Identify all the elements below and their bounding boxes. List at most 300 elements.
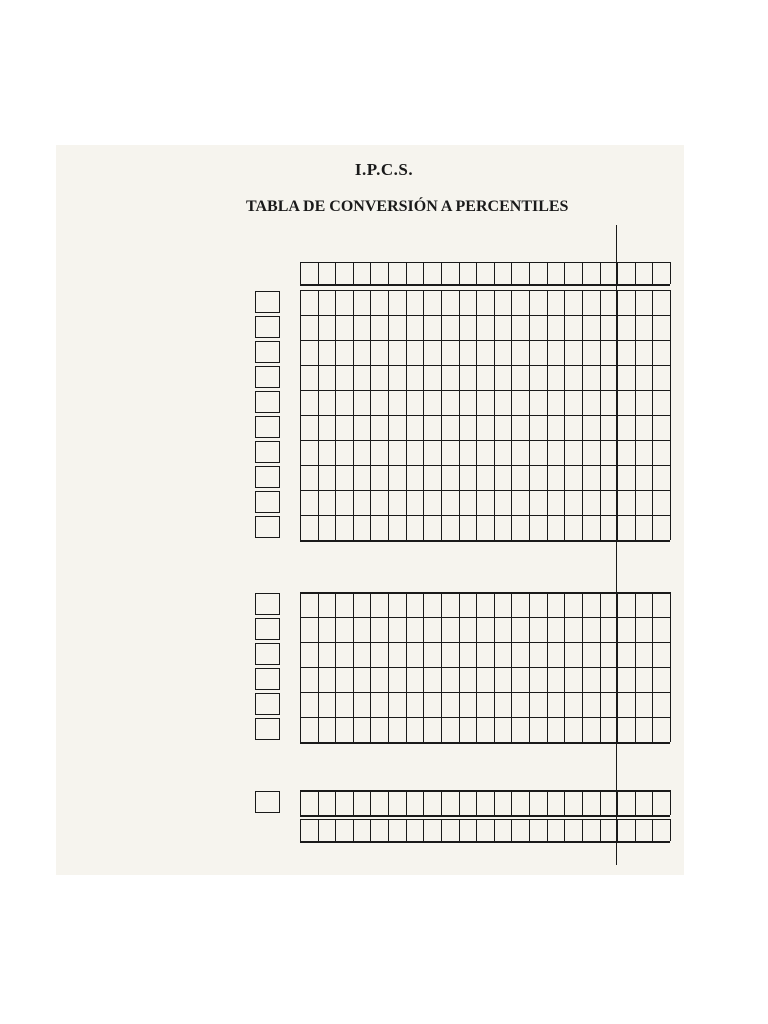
factor-row-divider [670,440,671,465]
factor-row-divider [370,617,371,642]
total-row-divider [370,592,371,617]
factor-row-divider [441,440,442,465]
factor-row-divider [617,390,618,415]
factor-row-divider [511,617,512,642]
factor-row-divider [635,315,636,340]
factor-row-divider [406,440,407,465]
factor-row-divider [300,315,301,340]
total-row-divider [441,290,442,315]
factor-row-divider [406,692,407,717]
factor-row-divider [670,515,671,540]
factor-row-divider [370,515,371,540]
factor-row-divider [564,667,565,692]
factor-row-divider [318,515,319,540]
factor-row-divider [635,340,636,365]
total-row-top [300,592,670,594]
factor-row-divider [459,692,460,717]
factor-row-divider [300,440,301,465]
factor-row-divider [423,490,424,515]
factor-row-divider [617,440,618,465]
factor-row-divider [600,440,601,465]
section-bottom-line [300,815,670,817]
factor-row-divider [423,667,424,692]
bottom-header-divider [388,819,389,841]
factor-row-divider [652,340,653,365]
factor-row-divider [441,390,442,415]
factor-row-divider [441,642,442,667]
factor-row-divider [529,642,530,667]
factor-row-divider [441,667,442,692]
total-row-divider [300,592,301,617]
raw-score-input[interactable] [255,366,280,388]
factor-row-top [300,440,670,441]
total-row-divider [300,790,301,815]
total-row-divider [600,790,601,815]
factor-row-divider [529,617,530,642]
factor-row-divider [370,717,371,742]
total-row-divider [494,790,495,815]
factor-row-divider [406,617,407,642]
factor-row-divider [494,390,495,415]
factor-row-divider [652,365,653,390]
factor-row-divider [511,415,512,440]
factor-row-divider [423,642,424,667]
factor-row-divider [459,465,460,490]
factor-row-divider [441,515,442,540]
total-row-divider [617,290,618,315]
factor-row-divider [547,642,548,667]
factor-row-divider [582,415,583,440]
factor-row-divider [617,415,618,440]
factor-row-divider [547,440,548,465]
top-header-bottom [300,284,670,286]
bottom-header-divider [370,819,371,841]
total-row-divider [300,290,301,315]
factor-row-divider [564,440,565,465]
factor-row-divider [370,667,371,692]
total-row-divider [494,592,495,617]
factor-row-divider [441,465,442,490]
factor-row-divider [388,440,389,465]
factor-row-divider [353,717,354,742]
factor-row-divider [459,415,460,440]
top-header-divider [300,262,301,284]
factor-row-divider [600,340,601,365]
factor-row-divider [529,717,530,742]
factor-row-divider [652,415,653,440]
total-row-divider [547,290,548,315]
raw-score-input[interactable] [255,491,280,513]
bottom-header-divider [476,819,477,841]
factor-row-top [300,617,670,618]
factor-row-divider [353,365,354,390]
factor-row-divider [459,667,460,692]
bottom-header-divider [300,819,301,841]
top-header-divider [494,262,495,284]
bottom-header-divider [318,819,319,841]
factor-row-divider [459,365,460,390]
factor-row-divider [652,465,653,490]
factor-row-divider [529,440,530,465]
factor-row-divider [353,340,354,365]
factor-row-divider [335,490,336,515]
factor-row-divider [476,365,477,390]
factor-row-divider [670,642,671,667]
factor-row-divider [423,315,424,340]
factor-row-divider [370,340,371,365]
factor-row-divider [582,642,583,667]
factor-row-divider [335,365,336,390]
top-header-divider [441,262,442,284]
factor-row-divider [406,642,407,667]
raw-score-input[interactable] [255,618,280,640]
factor-row-divider [494,490,495,515]
factor-row-divider [600,667,601,692]
factor-row-divider [511,465,512,490]
factor-row-divider [529,667,530,692]
factor-row-divider [635,440,636,465]
factor-row-divider [353,315,354,340]
factor-row-divider [335,692,336,717]
total-row-divider [511,290,512,315]
factor-row-divider [335,515,336,540]
factor-row-divider [635,465,636,490]
total-row-divider [388,290,389,315]
bottom-header-divider [441,819,442,841]
factor-row-divider [476,490,477,515]
factor-row-divider [635,415,636,440]
total-row-divider [370,790,371,815]
factor-row-divider [582,465,583,490]
factor-row-divider [564,617,565,642]
factor-row-divider [476,390,477,415]
factor-row-divider [318,717,319,742]
factor-row-divider [529,415,530,440]
factor-row-divider [547,365,548,390]
factor-row-divider [652,717,653,742]
bottom-header-divider [511,819,512,841]
total-row-divider [476,592,477,617]
factor-row-divider [617,617,618,642]
factor-row-divider [476,465,477,490]
total-row-divider [670,290,671,315]
factor-row-divider [388,390,389,415]
factor-row-divider [318,642,319,667]
total-row-divider [441,790,442,815]
top-header-divider [582,262,583,284]
factor-row-divider [564,515,565,540]
factor-row-divider [635,515,636,540]
factor-row-divider [476,315,477,340]
factor-row-divider [423,465,424,490]
total-row-divider [670,592,671,617]
factor-row-divider [670,365,671,390]
section-bottom-line [300,540,670,542]
total-row-divider [423,592,424,617]
total-row-divider [564,592,565,617]
factor-row-divider [353,490,354,515]
factor-row-divider [582,440,583,465]
raw-score-input[interactable] [255,341,280,363]
factor-row-divider [511,667,512,692]
factor-row-divider [564,717,565,742]
factor-row-divider [582,692,583,717]
factor-row-divider [476,692,477,717]
factor-row-divider [600,390,601,415]
factor-row-divider [547,490,548,515]
factor-row-divider [406,340,407,365]
factor-row-divider [441,617,442,642]
factor-row-divider [670,415,671,440]
factor-row-divider [494,617,495,642]
page-title: I.P.C.S. [354,160,414,179]
total-row-divider [635,290,636,315]
total-row-divider [652,290,653,315]
raw-score-input[interactable] [255,643,280,665]
top-header-top [300,262,670,263]
factor-row-divider [423,340,424,365]
bottom-header-divider [635,819,636,841]
factor-row-divider [529,315,530,340]
total-row-divider [353,290,354,315]
factor-row-divider [318,340,319,365]
factor-row-divider [582,617,583,642]
bottom-header-divider [335,819,336,841]
bottom-header-divider [423,819,424,841]
factor-row-top [300,315,670,316]
factor-row-divider [670,340,671,365]
factor-row-divider [300,390,301,415]
factor-row-divider [318,692,319,717]
total-row-divider [582,592,583,617]
factor-row-divider [370,365,371,390]
total-row-divider [353,790,354,815]
factor-row-divider [529,465,530,490]
factor-row-divider [300,642,301,667]
total-row-divider [494,290,495,315]
top-header-divider [318,262,319,284]
factor-row-divider [353,390,354,415]
bottom-header-top [300,819,670,820]
top-header-divider [406,262,407,284]
factor-row-top [300,642,670,643]
raw-score-input[interactable] [255,466,280,488]
factor-row-divider [318,390,319,415]
factor-row-divider [423,692,424,717]
raw-score-input[interactable] [255,416,280,438]
top-header-divider [547,262,548,284]
factor-row-divider [494,667,495,692]
top-header-divider [476,262,477,284]
factor-row-divider [388,692,389,717]
factor-row-divider [494,717,495,742]
factor-row-divider [564,365,565,390]
factor-row-divider [406,465,407,490]
factor-row-divider [600,490,601,515]
factor-row-divider [511,365,512,390]
factor-row-divider [388,617,389,642]
factor-row-divider [423,440,424,465]
bottom-header-divider [353,819,354,841]
factor-row-divider [511,315,512,340]
factor-row-top [300,415,670,416]
raw-score-input[interactable] [255,593,280,615]
factor-row-divider [353,465,354,490]
factor-row-divider [459,315,460,340]
factor-row-divider [617,340,618,365]
raw-score-input[interactable] [255,668,280,690]
factor-row-divider [335,440,336,465]
bottom-header-divider [547,819,548,841]
factor-row-divider [335,667,336,692]
factor-row-divider [300,667,301,692]
total-row-divider [459,290,460,315]
total-row-divider [406,592,407,617]
total-row-divider [423,790,424,815]
factor-row-divider [670,617,671,642]
factor-row-divider [600,465,601,490]
total-row-divider [529,290,530,315]
factor-row-divider [652,617,653,642]
factor-row-divider [617,717,618,742]
factor-row-divider [635,617,636,642]
factor-row-divider [582,515,583,540]
factor-row-divider [423,515,424,540]
factor-row-divider [529,340,530,365]
factor-row-divider [406,390,407,415]
factor-row-divider [670,390,671,415]
raw-score-input[interactable] [255,291,280,313]
factor-row-divider [582,490,583,515]
top-header-divider [529,262,530,284]
factor-row-divider [476,617,477,642]
factor-row-divider [459,717,460,742]
factor-row-divider [335,642,336,667]
factor-row-divider [300,415,301,440]
factor-row-divider [564,415,565,440]
cutoff-line [616,225,617,865]
factor-row-divider [529,365,530,390]
total-row-divider [423,290,424,315]
factor-row-divider [441,315,442,340]
factor-row-divider [652,642,653,667]
raw-score-input[interactable] [255,441,280,463]
factor-row-divider [511,340,512,365]
factor-row-divider [318,490,319,515]
factor-row-divider [635,667,636,692]
factor-row-divider [388,340,389,365]
factor-row-divider [652,692,653,717]
factor-row-divider [441,365,442,390]
total-row-divider [511,790,512,815]
factor-row-divider [600,717,601,742]
total-row-divider [388,592,389,617]
factor-row-divider [459,340,460,365]
top-header-divider [635,262,636,284]
factor-row-divider [547,415,548,440]
factor-row-divider [476,440,477,465]
bottom-header-divider [582,819,583,841]
top-header-divider [652,262,653,284]
factor-row-divider [635,390,636,415]
factor-row-divider [652,315,653,340]
factor-row-divider [370,315,371,340]
factor-row-divider [494,465,495,490]
total-row-divider [318,592,319,617]
total-row-divider [406,790,407,815]
factor-row-divider [335,315,336,340]
factor-row-divider [564,340,565,365]
total-row-divider [547,592,548,617]
factor-row-divider [582,315,583,340]
total-row-divider [476,790,477,815]
factor-row-divider [353,667,354,692]
top-header-divider [600,262,601,284]
raw-score-input[interactable] [255,391,280,413]
bottom-header-divider [459,819,460,841]
factor-row-divider [370,692,371,717]
factor-row-divider [635,365,636,390]
factor-row-divider [388,515,389,540]
bottom-header-divider [406,819,407,841]
factor-row-divider [335,465,336,490]
total-row-divider [370,290,371,315]
factor-row-divider [406,490,407,515]
factor-row-divider [511,440,512,465]
total-row-top [300,790,670,792]
factor-row-divider [300,515,301,540]
factor-row-divider [600,415,601,440]
total-row-top [300,290,670,291]
factor-row-top [300,390,670,391]
bottom-header-divider [494,819,495,841]
raw-score-input[interactable] [255,791,280,813]
raw-score-input[interactable] [255,718,280,740]
factor-row-divider [388,365,389,390]
factor-row-divider [300,692,301,717]
factor-row-divider [459,440,460,465]
factor-row-divider [494,415,495,440]
factor-row-divider [582,390,583,415]
total-row-divider [318,790,319,815]
total-row-divider [635,592,636,617]
factor-row-divider [547,717,548,742]
factor-row-divider [459,617,460,642]
total-row-divider [335,290,336,315]
factor-row-divider [423,617,424,642]
total-row-divider [388,790,389,815]
factor-row-divider [529,490,530,515]
factor-row-divider [335,415,336,440]
factor-row-divider [318,440,319,465]
factor-row-divider [617,490,618,515]
factor-row-divider [511,515,512,540]
factor-row-top [300,490,670,491]
total-row-divider [529,592,530,617]
factor-row-divider [476,717,477,742]
raw-score-input[interactable] [255,693,280,715]
factor-row-divider [370,490,371,515]
top-header-divider [388,262,389,284]
factor-row-divider [547,515,548,540]
raw-score-input[interactable] [255,316,280,338]
factor-row-divider [617,667,618,692]
raw-score-input[interactable] [255,516,280,538]
factor-row-divider [494,315,495,340]
factor-row-divider [476,642,477,667]
total-row-divider [652,790,653,815]
factor-row-divider [318,667,319,692]
